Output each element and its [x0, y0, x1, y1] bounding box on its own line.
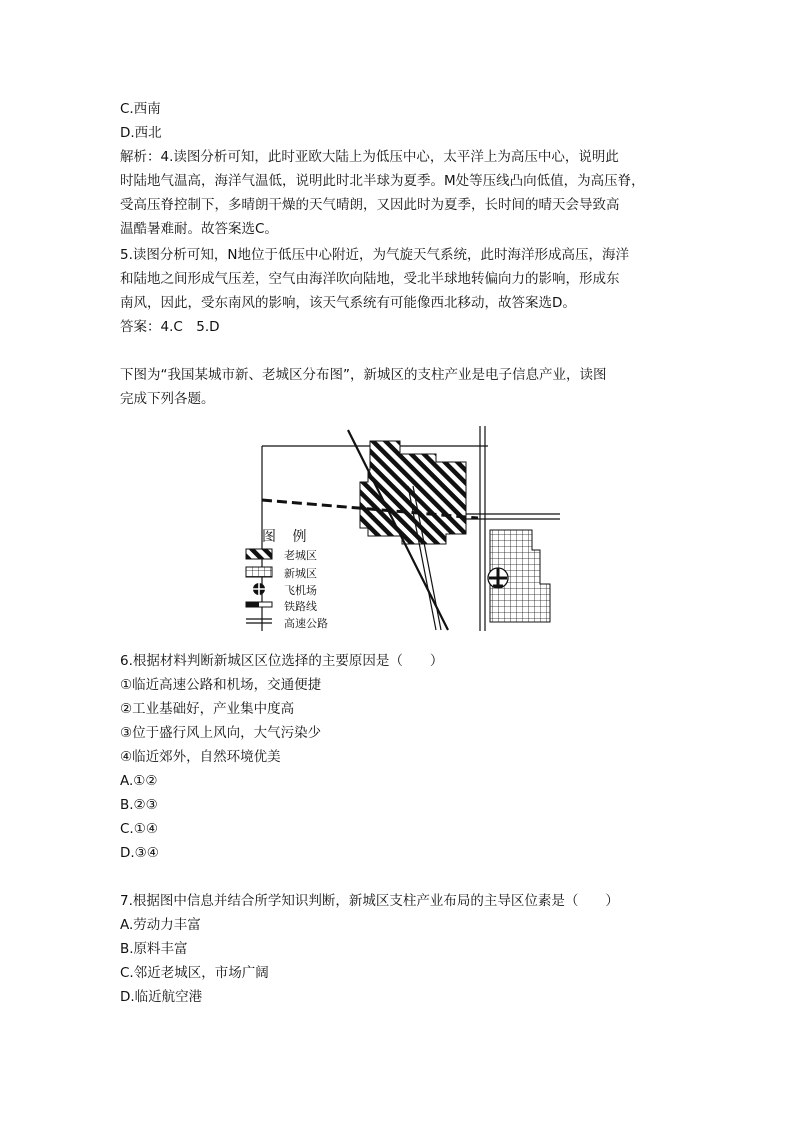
legend-title: 图 例: [262, 529, 313, 545]
legend-label-airport: 飞机场: [284, 584, 317, 597]
explanation-line: 5.读图分析可知，N地位于低压中心附近，为气旋天气系统，此时海洋形成高压，海洋: [120, 247, 629, 263]
airplane-icon: [488, 568, 508, 588]
highway-swatch-icon: [246, 619, 272, 623]
hatch-swatch-icon: [246, 549, 272, 559]
old-city-area: [360, 441, 466, 544]
option-d-prev: D.西北: [120, 125, 162, 141]
question-6-statement: ③位于盛行风上风向，大气污染少: [120, 725, 322, 741]
explanation-line: 解析：4.读图分析可知，此时亚欧大陆上为低压中心，太平洋上为高压中心，说明此: [120, 149, 619, 165]
intro-line: 完成下列各题。: [120, 391, 215, 407]
question-7-stem: 7.根据图中信息并结合所学知识判断，新城区支柱产业布局的主导区位素是（ ）: [120, 893, 619, 909]
question-7-option-a: A.劳动力丰富: [120, 917, 201, 933]
question-6-option-a: A.①②: [120, 773, 158, 789]
question-6-option-c: C.①④: [120, 821, 158, 837]
option-c-prev: C.西南: [120, 101, 161, 117]
question-6-option-d: D.③④: [120, 845, 159, 861]
legend-label-new-city: 新城区: [284, 567, 317, 580]
question-6-option-b: B.②③: [120, 797, 158, 813]
question-7-option-b: B.原料丰富: [120, 941, 188, 957]
city-map-figure: [240, 426, 560, 636]
explanation-line: 时陆地气温高，海洋气温低，说明此时北半球为夏季。M处等压线凸向低值，为高压脊，: [120, 173, 645, 189]
explanation-line: 受高压脊控制下，多晴朗干燥的天气晴朗，又因此时为夏季，长时间的晴天会导致高: [120, 197, 620, 213]
explanation-line: 南风，因此，受东南风的影响，该天气系统有可能像西北移动，故答案选D。: [120, 295, 576, 311]
question-6-statement: ①临近高速公路和机场，交通便捷: [120, 677, 322, 693]
question-7-option-d: D.临近航空港: [120, 989, 203, 1005]
grid-swatch-icon: [246, 567, 272, 577]
legend-label-old-city: 老城区: [284, 549, 317, 562]
legend-label-railway: 铁路线: [284, 600, 317, 613]
intro-line: 下图为“我国某城市新、老城区分布图”，新城区的支柱产业是电子信息产业，读图: [120, 367, 607, 383]
railway-swatch-icon: [246, 602, 272, 607]
airplane-icon: [253, 583, 265, 595]
question-6-stem: 6.根据材料判断新城区区位选择的主要原因是（ ）: [120, 653, 444, 669]
question-7-option-c: C.邻近老城区，市场广阔: [120, 965, 269, 981]
question-6-statement: ②工业基础好，产业集中度高: [120, 701, 295, 717]
question-6-statement: ④临近郊外，自然环境优美: [120, 749, 281, 765]
answer-line: 答案：4.C 5.D: [120, 319, 220, 335]
legend-label-highway: 高速公路: [284, 617, 328, 630]
explanation-line: 温酷暑难耐。故答案选C。: [120, 221, 278, 237]
explanation-line: 和陆地之间形成气压差，空气由海洋吹向陆地，受北半球地转偏向力的影响，形成东: [120, 271, 620, 287]
